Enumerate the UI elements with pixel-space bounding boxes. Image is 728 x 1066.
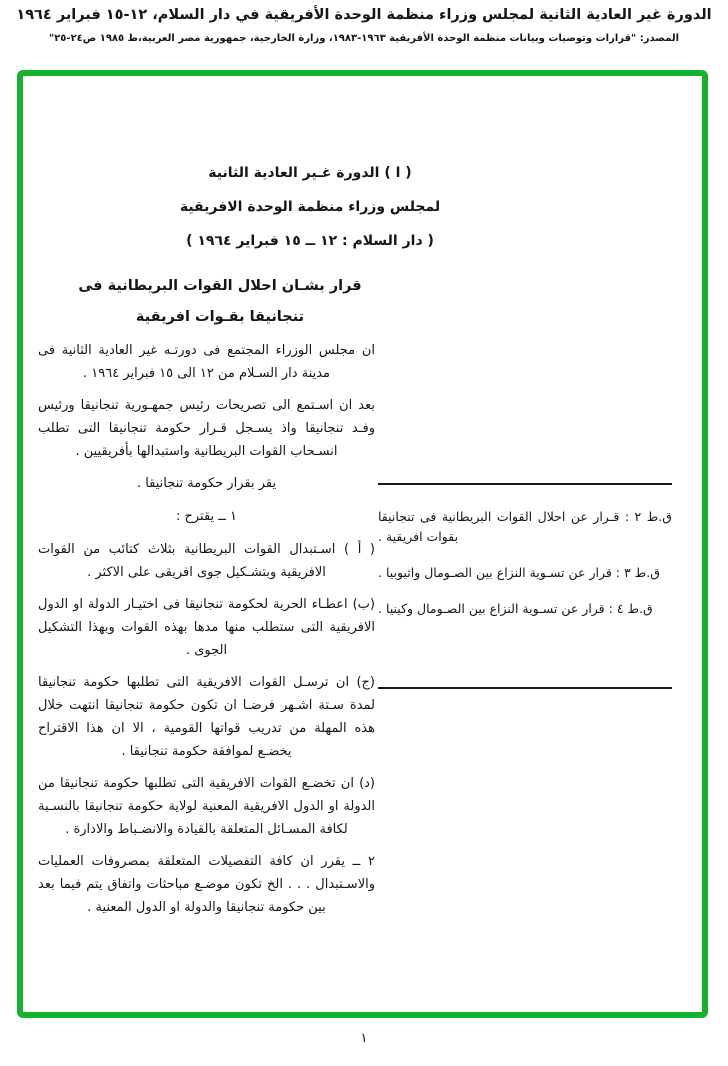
document-source-line: المصدر: "قرارات وتوصيات وبيانات منظمة الوحدة الأفريقية ١٩٦٣-١٩٨٣، وزارة الخارجية، جمهورية مصر العربية،ط ١٩٨٥ ص٢٤-٢٥" [48, 33, 680, 44]
margin-note-resolution-3: ق.ط ٣ : قرار عن تسـوية النزاع بين الصـومال واثيوبيا . [378, 565, 660, 580]
page-number: ١ [360, 1031, 368, 1046]
margin-notes-top-rule [378, 483, 672, 485]
resolution-body [38, 339, 375, 928]
operative-clause-2: ٢ ــ يقرر ان كافة التفصيلات المتعلقة بمصروفات العمليات والاسـتبدال . . . الخ تكون موضـع مباحثات واتفاق يتم فيما بعد بين حكومة تنجانيقا والدولة او الدول المعنية . [38, 854, 375, 915]
subclause-b: (ب) اعطـاء الحرية لحكومة تنجانيقا فى اختيـار الدولة او الدول الافريقية التى ستطلب منها مدها بهذه القوات وبهذا التشكيل الجوى . [38, 597, 375, 658]
approval-line: يقر بقرار حكومة تنجانيقا . [136, 476, 277, 491]
operative-clause-1-heading: ١ ــ يقترح : [175, 509, 238, 524]
recital-paragraph: بعد ان اسـتمع الى تصريحات رئيس جمهـورية تنجانيقا ورئيس وفـد تنجانيقا واذ يسـجل قـرار حكومة تنجانيقا التى تطلب انسـحاب القوات البريطانية واستبدالها بأفريقيين . [38, 398, 375, 459]
margin-notes-bottom-rule [378, 687, 672, 689]
margin-note-resolution-4: ق.ط ٤ : قرار عن تسـوية النزاع بين الصـومال وكينيا . [378, 601, 653, 616]
subclause-a: ( أ ) اسـتبدال القوات البريطانية بثلاث كتائب من القوات الافريقية وبتشـكيل جوى افريقى على الاكثر . [38, 542, 375, 580]
margin-notes [378, 507, 672, 635]
session-heading-line-2: لمجلس وزراء منظمة الوحدة الافريقية [179, 199, 441, 215]
preamble-paragraph: ان مجلس الوزراء المجتمع فى دورتـه غير العادية الثانية فى مدينة دار السـلام من ١٢ الى ١٥ فبراير ١٩٦٤ . [38, 343, 375, 381]
session-heading [17, 156, 603, 258]
resolution-title [40, 271, 400, 333]
margin-note-resolution-2: ق.ط ٢ : قـرار عن احلال القوات البريطانية فى تنجانيقا بقوات افريقية . [378, 509, 672, 544]
resolution-title-line-2: تنجانيقا بقـوات افريقية [135, 309, 305, 325]
subclause-c: (ج) ان ترسـل القوات الافريقية التى تطلبها حكومة تنجانيقا لمدة سـتة اشـهر فرضـا ان تكون حكومة تنجانيقا انتهت خلال هذه المهلة من تدريب قواتها القومية ، الا ان هذا الاقتراح يخضـع لموافقة حكومة تنجانيقا . [38, 675, 375, 759]
document-header-title: الدورة غير العادية الثانية لمجلس وزراء منظمة الوحدة الأفريقية في دار السلام، ١٢-١٥ فبراير ١٩٦٤ [16, 7, 712, 23]
resolution-title-line-1: قرار بشـان احلال القوات البريطانية فى [78, 278, 362, 294]
session-heading-line-3: ( دار السلام : ١٢ ــ ١٥ فبراير ١٩٦٤ ) [186, 233, 434, 249]
subclause-d: (د) ان تخضـع القوات الافريقية التى تطلبها حكومة تنجانيقا من الدولة او الدول الافريقية المعنية لولاية حكومة تنجانيقا بالنسـبة لكافة المسـائل المتعلقة بالقيادة والانضـباط والادارة . [38, 776, 375, 837]
session-heading-line-1: ( ا ) الدورة غـير العادية الثانية [208, 165, 412, 181]
